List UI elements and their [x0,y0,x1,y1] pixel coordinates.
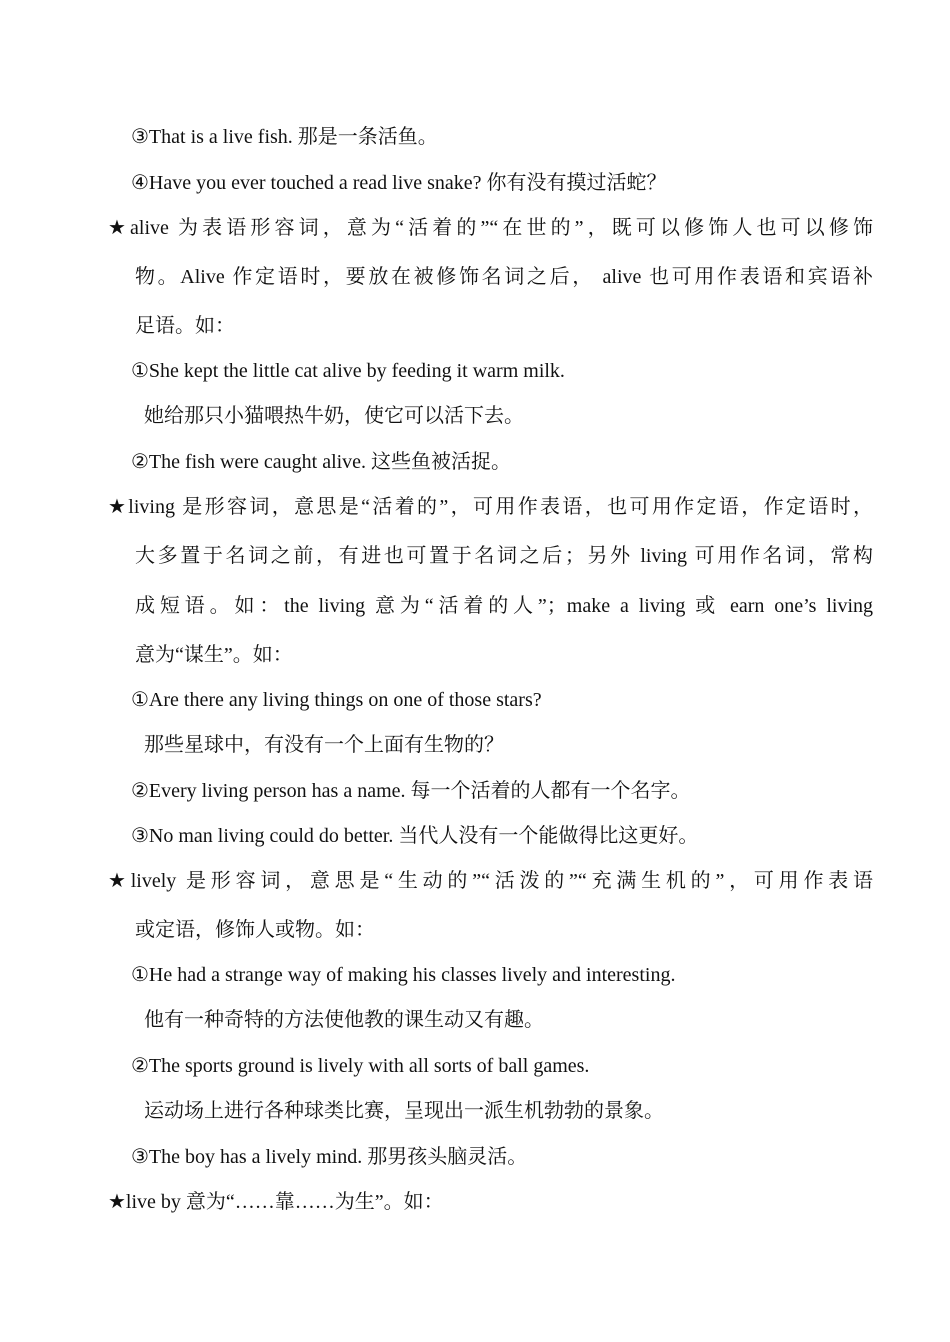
example-line: ①She kept the little cat alive by feeding it warm milk. [131,360,565,382]
entry-continuation: 物。Alive 作定语时，要放在被修饰名词之后， alive 也可用作表语和宾语补 [135,266,873,288]
entry-alive-heading: ★alive 为表语形容词，意为“活着的”“在世的”，既可以修饰人也可以修饰 [108,217,873,239]
entry-continuation: 意为“谋生”。如： [135,644,293,666]
example-line: ②The sports ground is lively with all sorts of ball games. [131,1055,590,1077]
entry-continuation: 大多置于名词之前，有进也可置于名词之后；另外 living 可用作名词，常构 [135,545,873,567]
translation-line: 她给那只小猫喂热牛奶，使它可以活下去。 [144,405,524,427]
example-line: ②Every living person has a name. 每一个活着的人都有一个名字。 [131,780,691,802]
entry-living-heading: ★living 是形容词，意思是“活着的”，可用作表语，也可用作定语，作定语时， [108,496,873,518]
example-line: ④Have you ever touched a read live snake? 你有没有摸过活蛇？ [131,172,667,194]
entry-continuation: 或定语，修饰人或物。如： [135,919,375,941]
example-line: ③No man living could do better. 当代人没有一个能做得比这更好。 [131,825,699,847]
example-line: ②The fish were caught alive. 这些鱼被活捉。 [131,451,512,473]
example-line: ①He had a strange way of making his classes lively and interesting. [131,964,676,986]
entry-continuation: 足语。如： [135,315,235,337]
example-line: ③That is a live fish. 那是一条活鱼。 [131,126,438,148]
translation-line: 那些星球中，有没有一个上面有生物的？ [144,734,504,756]
example-line: ①Are there any living things on one of those stars? [131,689,542,711]
translation-line: 他有一种奇特的方法使他教的课生动又有趣。 [144,1009,544,1031]
entry-lively-heading: ★lively 是形容词，意思是“生动的”“活泼的”“充满生机的”，可用作表语 [108,870,873,892]
entry-continuation: 成短语。如：the living 意为“活着的人”；make a living 或 earn one’s living [135,595,873,617]
example-line: ③The boy has a lively mind. 那男孩头脑灵活。 [131,1146,528,1168]
entry-live-by-heading: ★live by 意为“……靠……为生”。如： [108,1191,444,1213]
translation-line: 运动场上进行各种球类比赛，呈现出一派生机勃勃的景象。 [144,1100,664,1122]
